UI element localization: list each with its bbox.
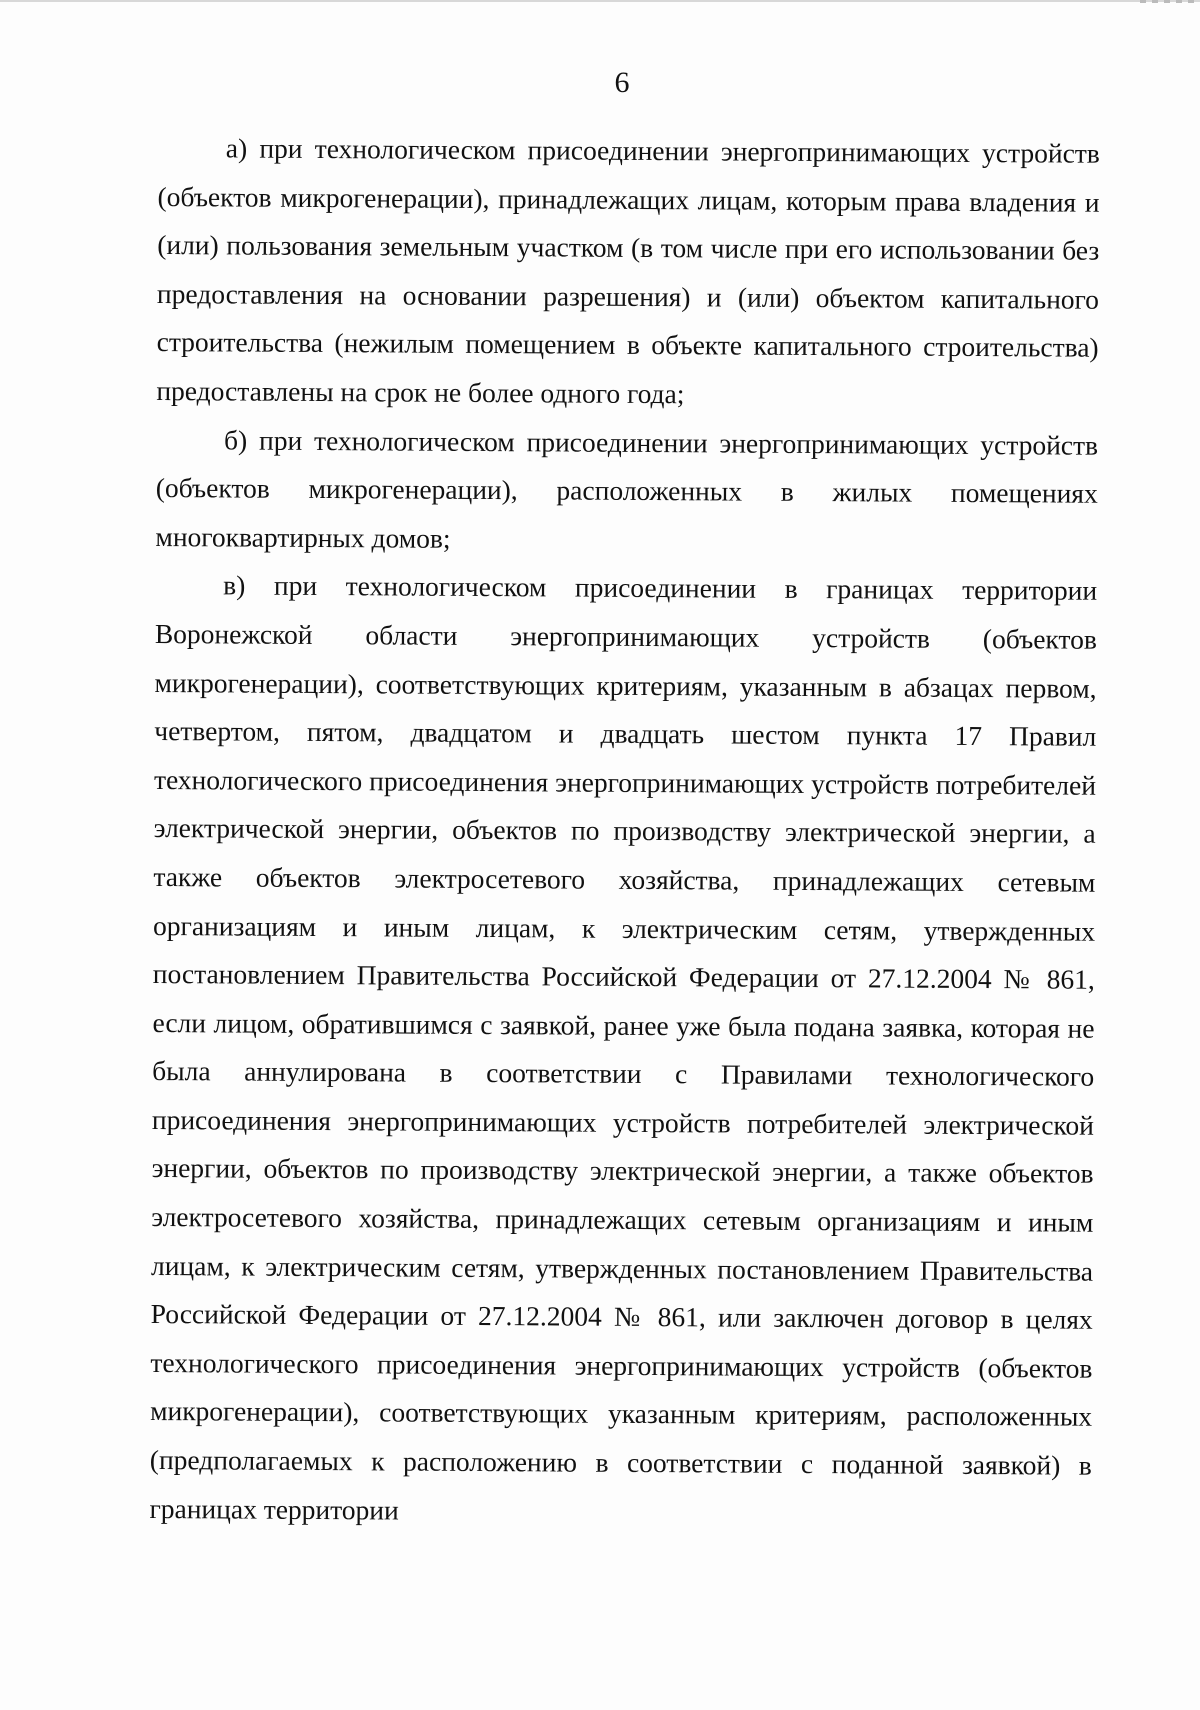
- scan-edge-mark: [1140, 0, 1200, 3]
- scan-top-edge: [0, 0, 1200, 2]
- paragraph-v: в) при технологическом присоединении в границах территории Воронежской области энергопринимающих устройств (объектов микрогенерации), соответствующих критериям, указанным в абзацах первом, четвертом, пятом, двадцатом и двадцать шестом пункта 17 Правил технологического присоединения энергопринимающих устройств потребителей электрической энергии, объектов по производству электрической энергии, а также объектов электросетевого хозяйства, принадлежащих сетевым организациям и иным лицам, к электрическим сетям, утвержденных постановлением Правительства Российской Федерации от 27.12.2004 № 861, если лицом, обратившимся с заявкой, ранее уже была подана заявка, которая не была аннулирована в соответствии с Правилами технологического присоединения энергопринимающих устройств потребителей электрической энергии, объектов по производству электрической энергии, а также объектов электросетевого хозяйства, принадлежащих сетевым организациям и иным лицам, к электрическим сетям, утвержденных постановлением Правительства Российской Федерации от 27.12.2004 № 861, или заключен договор в целях технологического присоединения энергопринимающих устройств (объектов микрогенерации), соответствующих указанным критериям, расположенных (предполагаемых к расположению в соответствии с поданной заявкой) в границах территории: [149, 569, 1098, 1526]
- paragraph-b: б) при технологическом присоединении энергопринимающих устройств (объектов микрогенерации), расположенных в жилых помещениях многоквартирных домов;: [155, 423, 1099, 554]
- page-number: 6: [614, 66, 630, 99]
- paragraph-a: а) при технологическом присоединении энергопринимающих устройств (объектов микрогенерации), принадлежащих лицам, которым права владения и (или) пользования земельным участком (в том числе при его использовании без предоставления на основании разрешения) и (или) объектом капитального строительства (нежилым помещением в объекте капитального строительства) предоставлены на срок не более одного года;: [156, 132, 1100, 410]
- body-text: [149, 124, 1100, 1539]
